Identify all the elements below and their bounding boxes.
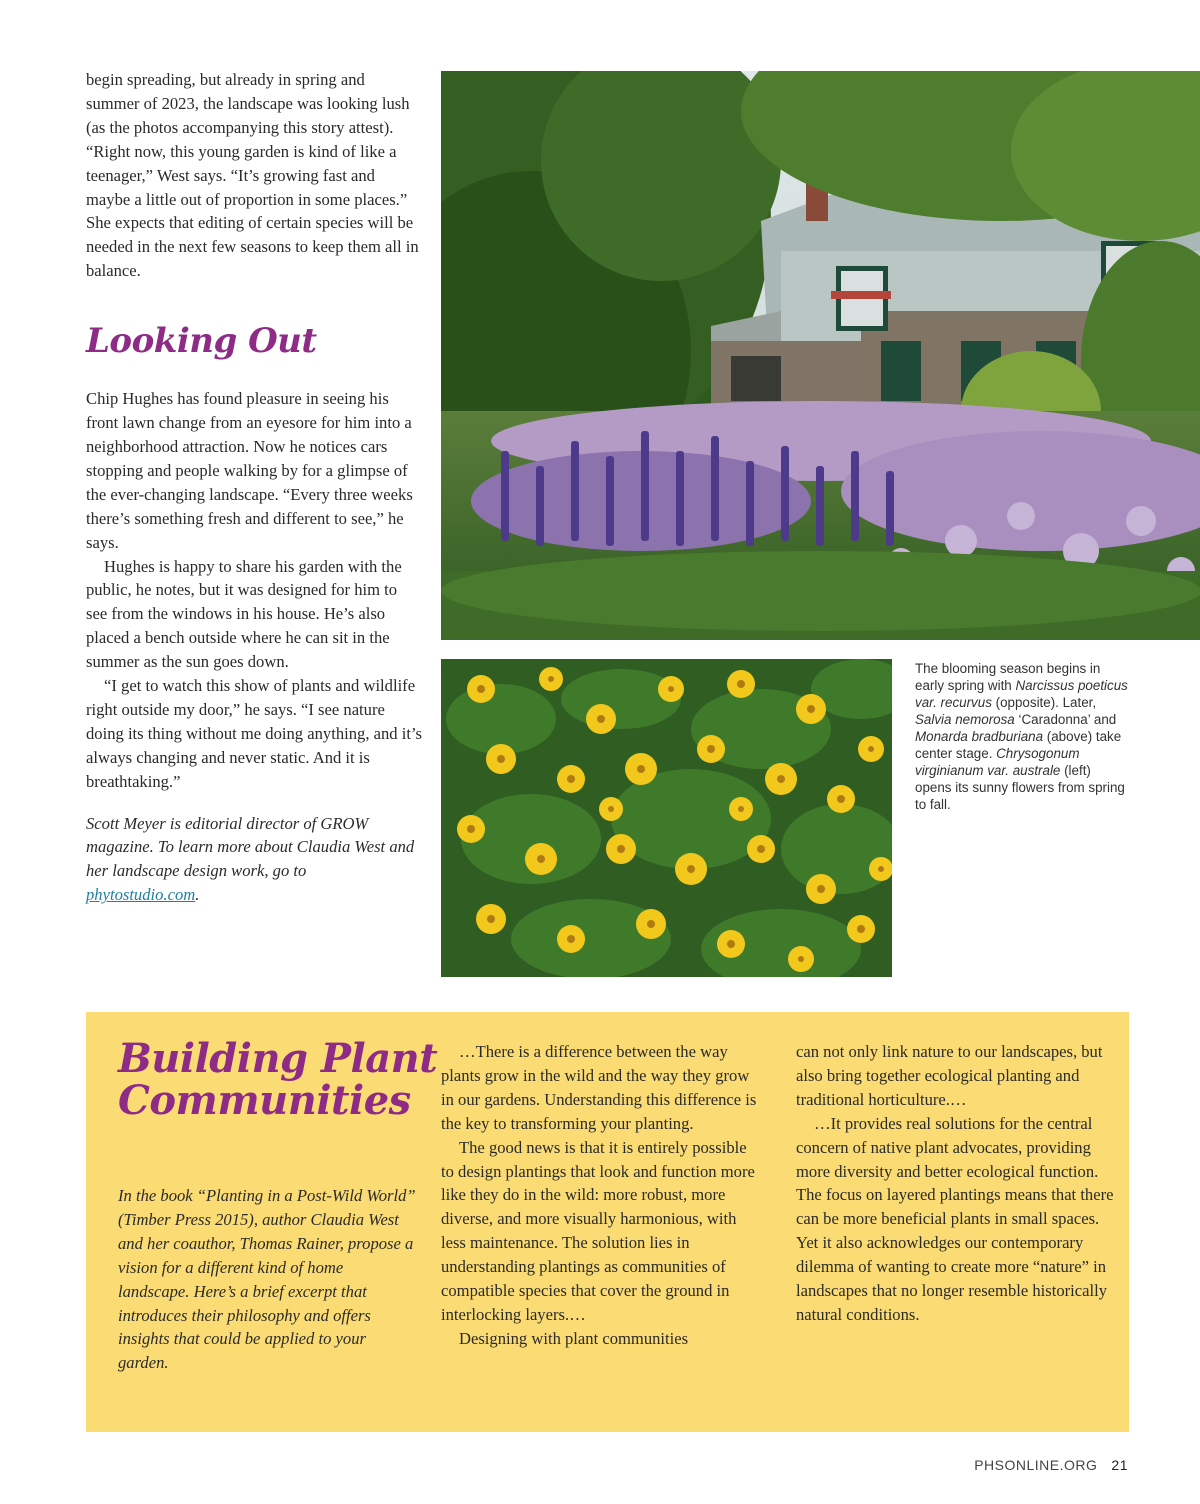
- footer-site: PHSONLINE.ORG: [974, 1457, 1098, 1473]
- photo-caption: [915, 660, 1130, 813]
- caption-text-5: (left) opens its sunny flowers from spring to fall.: [915, 763, 1125, 812]
- body-paragraph-3: “I get to watch this show of plants and wildlife right outside my door,” he says. “I see nature doing its thing without me doing anything, and it’s always changing and never static. And it is breathtaking.”: [86, 676, 423, 791]
- caption-species-4: Chrysogonum virginianum var. australe: [915, 746, 1080, 778]
- sidebar-col2-paragraph-2: The good news is that it is entirely possible to design plantings that look and function more like they do in the wild: more robust, more diverse, and more visually harmonious, with less maintenance. The solution lies in understanding plantings as communities of compatible species that cover the ground in interlocking layers.…: [441, 1137, 755, 1324]
- sidebar-col2-paragraph-1: …There is a difference between the way plants grow in the wild and the way they grow in our gardens. Understanding this difference is the key to transforming your planting.: [441, 1042, 757, 1133]
- sidebar-col2-paragraph-3: Designing with plant communities: [459, 1328, 689, 1348]
- yellow-flowers-photo: [441, 659, 892, 977]
- author-note-end: .: [195, 885, 200, 905]
- page-footer: [974, 1457, 1128, 1473]
- author-website-link[interactable]: phytostudio.com: [86, 885, 196, 905]
- garden-house-illustration: [441, 71, 1200, 640]
- sidebar-box: [86, 1012, 1129, 1432]
- green-and-gold-flowers-illustration: [441, 659, 892, 977]
- sidebar-col3-paragraph-2: …It provides real solutions for the central concern of native plant advocates, providing more diversity and better ecological function. The focus on layered plantings means that there can be more beneficial plants in small spaces. Yet it also acknowledges our contemporary dilemma of wanting to create more “nature” in landscapes that no longer resemble historically natural conditions.: [796, 1113, 1114, 1324]
- author-note-text: Scott Meyer is editorial director of GROW magazine. To learn more about Claudia West and her landscape design work, go to: [86, 813, 415, 881]
- page-number: 21: [1111, 1457, 1128, 1473]
- caption-species-1: Narcissus poeticus var. recurvus: [915, 678, 1128, 710]
- author-note: [86, 812, 422, 908]
- intro-paragraph: begin spreading, but already in spring and summer of 2023, the landscape was looking lush (as the photos accompanying this story attest). “Right now, this young garden is kind of like a teenager,” West says. “It’s growing fast and maybe a little out of proportion in some places.” She expects that editing of certain species will be needed in the next few seasons to keep them all in balance.: [86, 70, 419, 281]
- caption-text-3: ‘Caradonna’ and: [1014, 712, 1117, 727]
- sidebar-column-3: [796, 1040, 1116, 1327]
- caption-text-2: (opposite). Later,: [991, 695, 1097, 710]
- sidebar-title: Building Plant Communities: [118, 1035, 438, 1124]
- caption-text-1: The blooming season begins in early spring with: [915, 661, 1101, 693]
- sidebar-column-2: [441, 1040, 761, 1351]
- left-text-column: [86, 68, 422, 907]
- garden-house-photo: [441, 71, 1200, 640]
- section-heading-looking-out: Looking Out: [86, 321, 317, 362]
- sidebar-intro: In the book “Planting in a Post-Wild World” (Timber Press 2015), author Claudia West and her coauthor, Thomas Rainer, propose a vision for a different kind of home landscape. Here’s a brief excerpt that introduces their philosophy and offers insights that could be applied to your garden.: [118, 1186, 416, 1373]
- sidebar-col3-paragraph-1: can not only link nature to our landscapes, but also bring together ecological planting and traditional horticulture.…: [796, 1042, 1103, 1109]
- caption-species-3: Monarda bradburiana: [915, 729, 1044, 744]
- caption-text-4: (above) take center stage.: [915, 729, 1122, 761]
- body-paragraph-2: Hughes is happy to share his garden with the public, he notes, but it was designed for him to see from the windows in his house. He’s also placed a bench outside where he can sit in the summer as the sun goes down.: [86, 556, 402, 672]
- caption-species-2: Salvia nemorosa: [915, 712, 1015, 727]
- body-paragraph-1: Chip Hughes has found pleasure in seeing his front lawn change from an eyesore for him into a neighborhood attraction. Now he notices cars stopping and people walking by for a glimpse of the ever-changing landscape. “Every three weeks there’s something fresh and different to see,” he says.: [86, 389, 413, 552]
